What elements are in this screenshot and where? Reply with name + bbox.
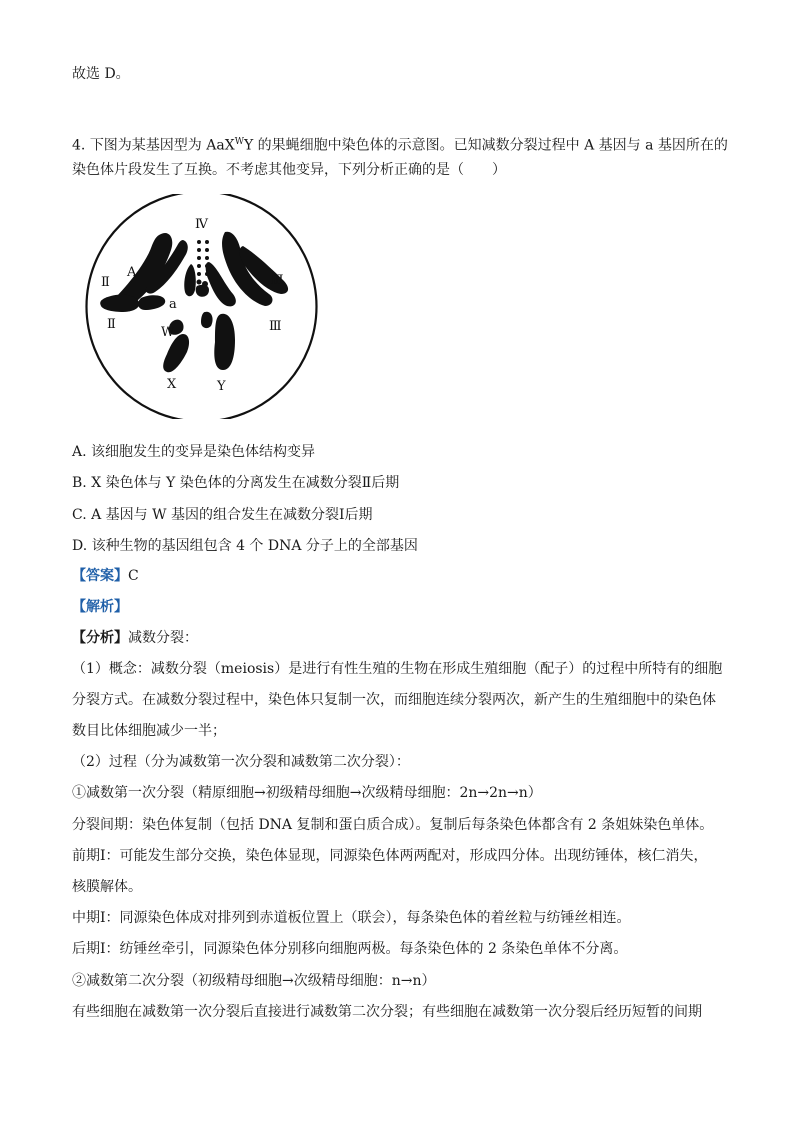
analysis-tag: 【解析】 bbox=[72, 599, 128, 615]
fenxi-text: 减数分裂： bbox=[128, 630, 198, 646]
label-y: Y bbox=[217, 379, 226, 394]
superscript-w: W bbox=[234, 137, 244, 147]
chromosome-iii-arm bbox=[184, 264, 196, 296]
analysis-line bbox=[72, 597, 128, 617]
paragraph-line: 中期Ⅰ：同源染色体成对排列到赤道板位置上（联会），每条染色体的着丝粒与纺锤丝相连。 bbox=[72, 910, 631, 926]
question-text: 下图为某基因型为 AaX bbox=[89, 137, 235, 154]
chromosome-y bbox=[214, 314, 235, 370]
chromosome-diagram bbox=[83, 194, 320, 419]
option-b: B. X 染色体与 Y 染色体的分离发生在减数分裂Ⅱ后期 bbox=[72, 475, 400, 491]
label-iv: Ⅳ bbox=[195, 217, 208, 232]
option-c: C. A 基因与 W 基因的组合发生在减数分裂Ⅰ后期 bbox=[72, 507, 373, 523]
option-a: A. 该细胞发生的变异是染色体结构变异 bbox=[72, 444, 316, 460]
paragraph-line: 有些细胞在减数第一次分裂后直接进行减数第二次分裂；有些细胞在减数第一次分裂后经历短暂的间期 bbox=[72, 1004, 702, 1020]
paragraph-line: （2）过程（分为减数第一次分裂和减数第二次分裂）： bbox=[72, 754, 410, 770]
label-ii-top: Ⅱ bbox=[101, 275, 110, 290]
chromosome-y-small bbox=[201, 312, 213, 328]
paragraph-line: ①减数第一次分裂（精原细胞→初级精母细胞→次级精母细胞：2n→2n→n） bbox=[72, 785, 542, 801]
label-iii-top: Ⅲ bbox=[271, 273, 284, 288]
paragraph-line: （1）概念：减数分裂（meiosis）是进行有性生殖的生物在形成生殖细胞（配子）的过程中所特有的细胞 bbox=[72, 661, 723, 677]
label-gene-w: W bbox=[161, 325, 175, 340]
answer-value: C bbox=[128, 568, 139, 584]
paragraph-line: 核膜解体。 bbox=[72, 879, 142, 895]
question-line-1 bbox=[72, 132, 728, 156]
option-d: D. 该种生物的基因组包含 4 个 DNA 分子上的全部基因 bbox=[72, 538, 418, 554]
paragraph-line: 分裂方式。在减数分裂过程中，染色体只复制一次，而细胞连续分裂两次，新产生的生殖细胞中的染色体 bbox=[72, 692, 716, 708]
paragraph-line: 前期Ⅰ：可能发生部分交换，染色体显现，同源染色体两两配对，形成四分体。出现纺锤体，核仁消失， bbox=[72, 848, 708, 864]
question-line-2: 染色体片段发生了互换。不考虑其他变异，下列分析正确的是（ ） bbox=[72, 162, 506, 178]
fenxi-tag: 【分析】 bbox=[72, 630, 128, 646]
label-gene-a-lower: a bbox=[169, 297, 177, 312]
question-number: 4. bbox=[72, 137, 90, 154]
paragraph-line: ②减数第二次分裂（初级精母细胞→次级精母细胞：n→n） bbox=[72, 973, 436, 989]
chromosome-ii-bottom-left bbox=[100, 295, 139, 312]
paragraph-line: 后期Ⅰ：纺锤丝牵引，同源染色体分别移向细胞两极。每条染色体的 2 条染色单体不分离。 bbox=[72, 941, 628, 957]
label-ii-bottom: Ⅱ bbox=[107, 317, 116, 332]
fenxi-line bbox=[72, 628, 198, 648]
label-x: X bbox=[167, 377, 177, 392]
chromosome-ii-bottom-small bbox=[138, 295, 165, 310]
answer-tag: 【答案】 bbox=[72, 568, 128, 584]
question-text-cont: Y 的果蝇细胞中染色体的示意图。已知减数分裂过程中 A 基因与 a 基因所在的 bbox=[243, 137, 728, 154]
paragraph-line: 数目比体细胞减少一半； bbox=[72, 723, 226, 739]
answer-line bbox=[72, 566, 139, 586]
label-gene-a-upper: A bbox=[127, 265, 137, 280]
paragraph-line: 分裂间期：染色体复制（包括 DNA 复制和蛋白质合成）。复制后每条染色体都含有 2 条姐妹染色单体。 bbox=[72, 817, 714, 833]
text-line: 故选 D。 bbox=[72, 66, 130, 82]
label-iii-bottom: Ⅲ bbox=[269, 319, 282, 334]
